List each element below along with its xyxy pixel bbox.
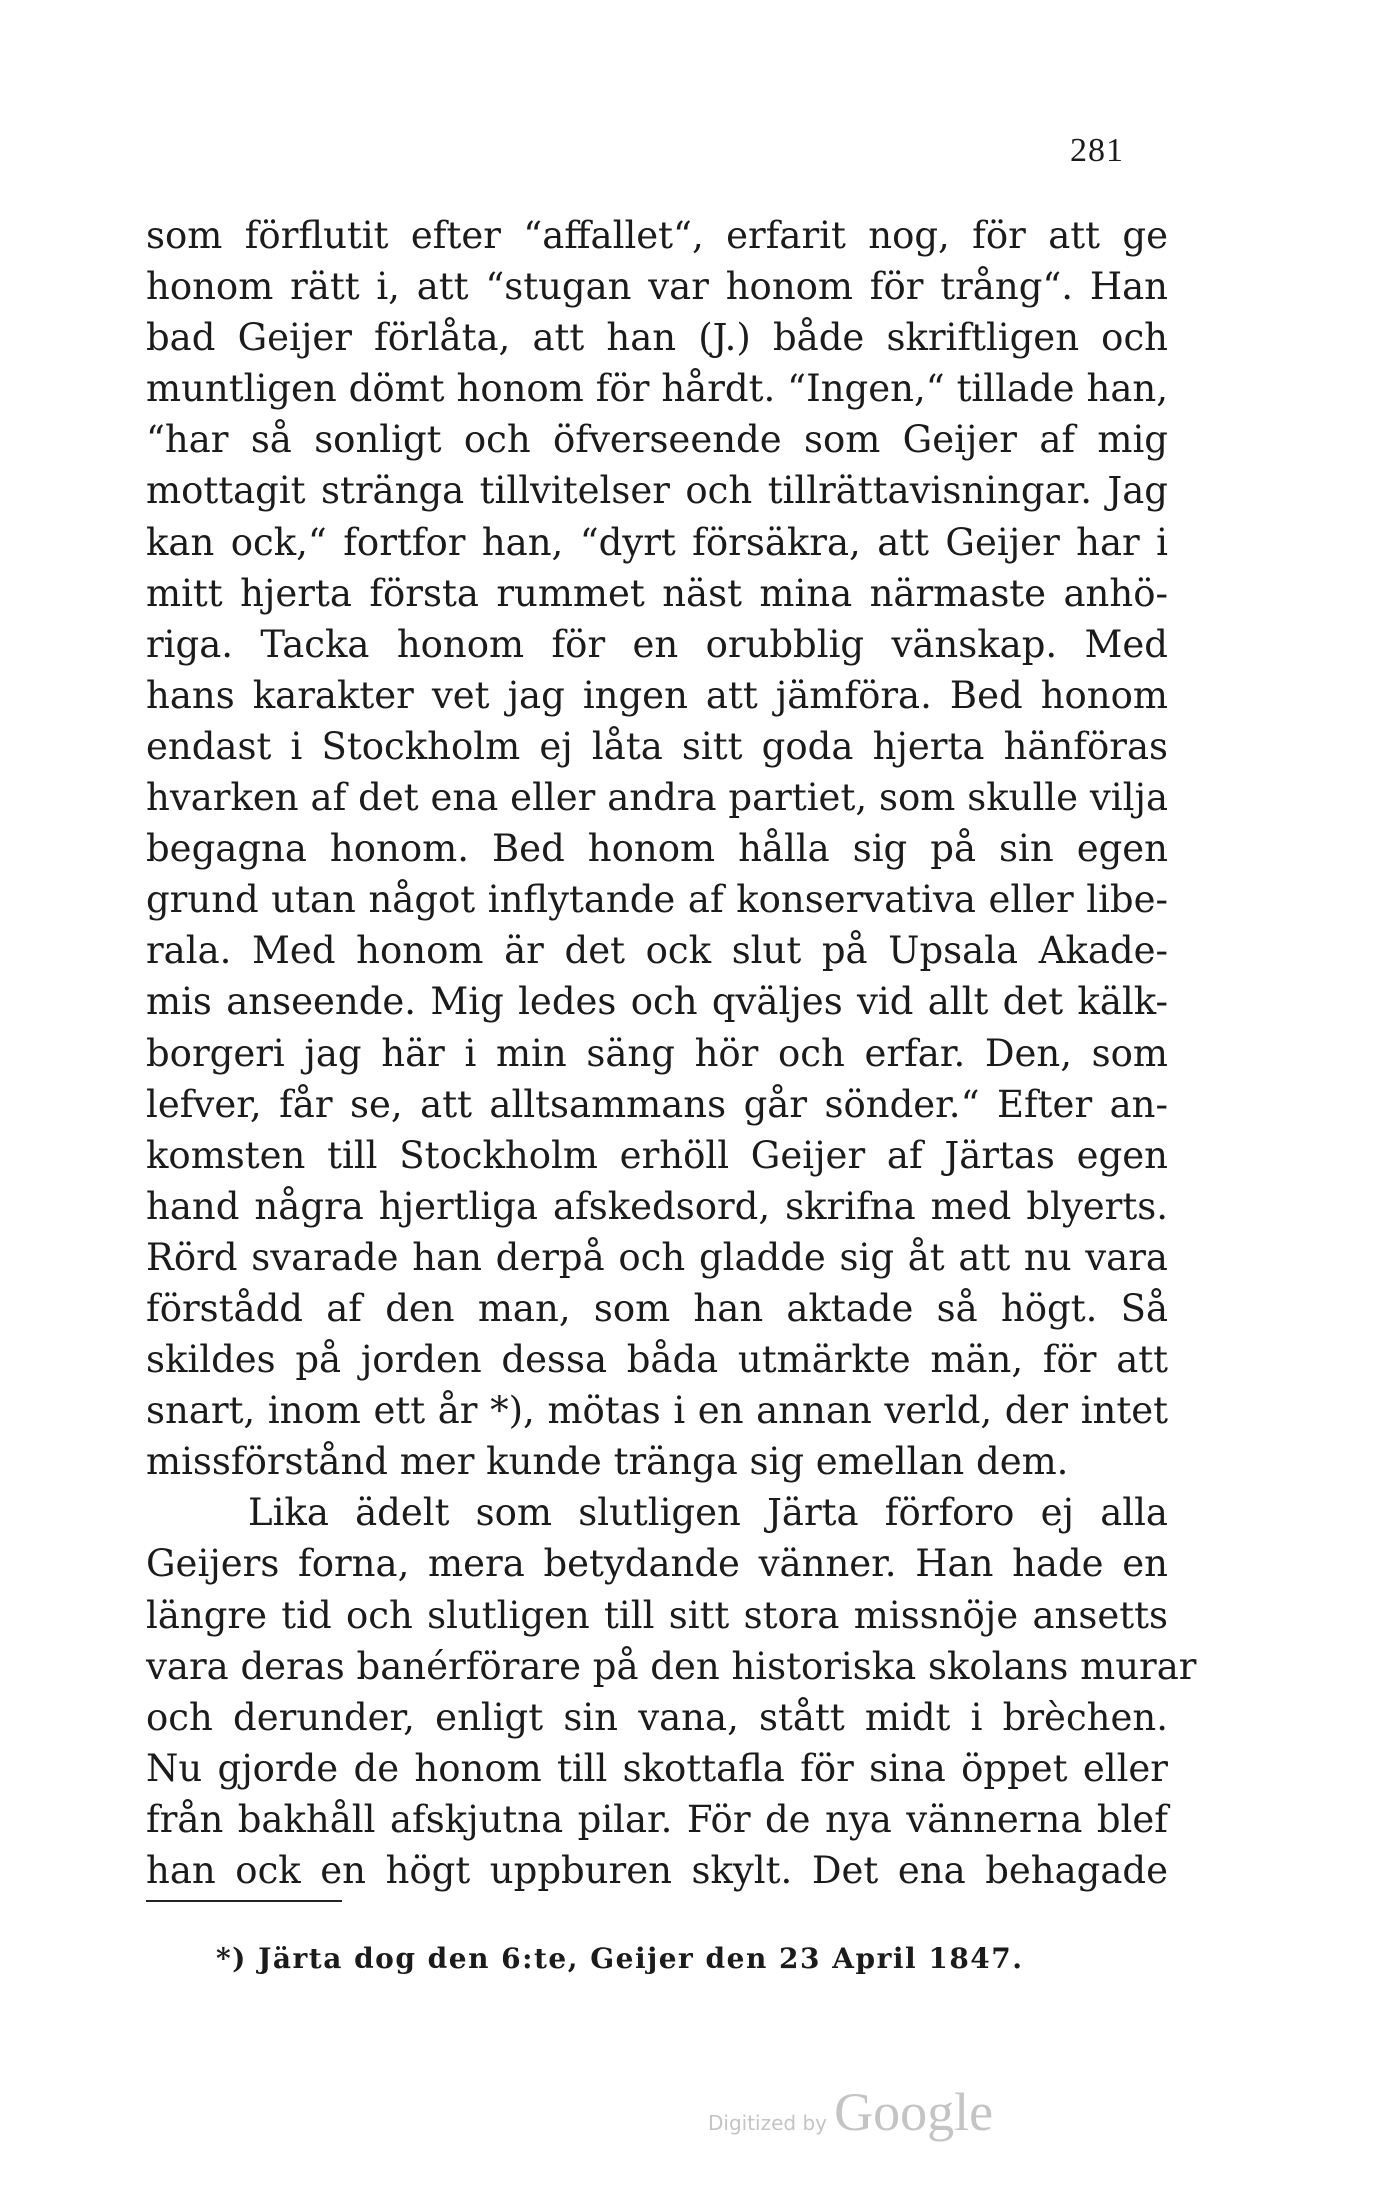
text-line-19: komsten till Stockholm erhöll Geijer af Järtas egen — [146, 1133, 1168, 1177]
text-line-17: borgeri jag här i min säng hör och erfar. Den, som — [146, 1031, 1168, 1075]
text-line-15: rala. Med honom är det ock slut på Upsala Akade- — [146, 929, 1168, 973]
text-line-6: mottagit stränga tillvitelser och tillrättavisningar. Jag — [146, 469, 1168, 513]
text-line-22: förstådd af den man, som han aktade så högt. Så — [146, 1286, 1168, 1330]
text-line-8: mitt hjerta första rummet näst mina närmaste anhö- — [146, 571, 1168, 615]
text-line-14: grund utan något inflytande af konservativa eller libe- — [146, 878, 1168, 922]
text-line-33: han ock en högt uppburen skylt. Det ena behagade — [146, 1849, 1168, 1892]
google-logo: Google — [834, 2082, 994, 2142]
text-line-28: längre tid och slutligen till sitt stora missnöje ansetts — [146, 1593, 1168, 1637]
text-line-11: endast i Stockholm ej låta sitt goda hjerta hänföras — [146, 724, 1168, 768]
text-line-7: kan ock,“ fortfor han, “dyrt försäkra, att Geijer har i — [146, 520, 1168, 564]
watermark-prefix: Digitized by — [708, 2111, 827, 2135]
text-line-16: mis anseende. Mig ledes och qväljes vid allt det kälk- — [146, 980, 1168, 1024]
text-line-12: hvarken af det ena eller andra partiet, som skulle vilja — [146, 776, 1168, 820]
text-line-32: från bakhåll afskjutna pilar. För de nya vännerna blef — [146, 1797, 1168, 1841]
text-line-23: skildes på jorden dessa båda utmärkte män, för att — [146, 1338, 1168, 1382]
text-line-24: snart, inom ett år *), mötas i en annan verld, der intet — [146, 1389, 1168, 1433]
footnote-divider — [146, 1900, 342, 1902]
text-line-2: honom rätt i, att “stugan var honom för trång“. Han — [146, 265, 1168, 309]
text-line-9: riga. Tacka honom för en orubblig vänskap. Med — [146, 622, 1168, 666]
text-line-30: och derunder, enligt sin vana, stått midt i brèchen. — [146, 1695, 1168, 1739]
text-line-31: Nu gjorde de honom till skottafla för sina öppet eller — [146, 1746, 1168, 1790]
text-line-5: “har så sonligt och öfverseende som Geijer af mig — [146, 418, 1168, 462]
digitized-watermark — [708, 2081, 993, 2143]
text-line-4: muntligen dömt honom för hårdt. “Ingen,“ tillade han, — [146, 367, 1168, 411]
text-line-3: bad Geijer förlåta, att han (J.) både skriftligen och — [146, 316, 1168, 360]
text-line-27: Geijers forna, mera betydande vänner. Han hade en — [146, 1542, 1168, 1586]
text-line-18: lefver, får se, att alltsammans går sönder.“ Efter an- — [146, 1082, 1168, 1126]
text-line-26: Lika ädelt som slutligen Järta förforo ej alla — [248, 1491, 1168, 1535]
text-line-25: missförstånd mer kunde tränga sig emellan dem. — [146, 1440, 1069, 1484]
text-line-29: vara deras banérförare på den historiska skolans murar — [146, 1644, 1197, 1688]
text-line-20: hand några hjertliga afskedsord, skrifna med blyerts. — [146, 1184, 1168, 1228]
page-number: 281 — [1070, 132, 1124, 169]
footnote: *) Järta dog den 6:te, Geijer den 23 April 1847. — [216, 1942, 1024, 1975]
text-line-10: hans karakter vet jag ingen att jämföra. Bed honom — [146, 673, 1168, 717]
text-line-21: Rörd svarade han derpå och gladde sig åt att nu vara — [146, 1235, 1168, 1279]
text-line-13: begagna honom. Bed honom hålla sig på sin egen — [146, 827, 1168, 871]
body-text — [146, 210, 1197, 1896]
text-line-1: som förflutit efter “affallet“, erfarit nog, för att ge — [146, 214, 1168, 257]
